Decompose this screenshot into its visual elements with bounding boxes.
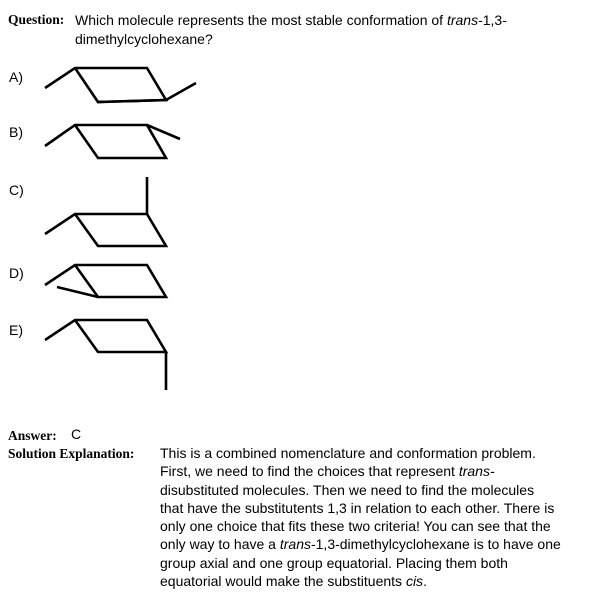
solution-text-part: -1,3-dimethylcyclohexane is to have one [310,536,561,553]
option-a-label: A) [9,69,23,85]
answer-value: C [71,426,82,442]
solution-text [160,444,592,590]
option-c-label: C) [9,182,24,198]
question-text-italic: trans [446,12,479,28]
solution-text-part: First, we need to find the choices that represent [160,463,459,480]
solution-line [160,535,592,553]
answer-label: Answer: [8,428,57,443]
solution-line: only one choice that fits these two criteria! You can see that the [160,518,551,535]
solution-line: group axial and one group equatorial. Placing them both [160,554,508,571]
option-b-label: B) [9,124,23,140]
solution-line: This is a combined nomenclature and conformation problem. [160,445,536,461]
solution-line: that have the substitutents 1,3 in relation to each other. There is [160,499,555,516]
solution-text-part: only way to have a [160,536,280,553]
solution-text-part: . [423,573,427,590]
question-text-part: -1,3- [478,12,507,28]
solution-text-part: equatorial would make the substituents [160,573,406,590]
question-text-part: Which molecule represents the most stable conformation of [75,12,447,28]
solution-text-italic: trans [279,536,311,553]
question-text-line2: dimethylcyclohexane? [75,31,213,47]
solution-line: disubstituted molecules. Then we need to find the molecules [160,481,535,498]
solution-line [160,572,592,590]
solution-label: Solution Explanation: [8,446,135,461]
option-e-label: E) [9,322,23,338]
question-label: Question: [8,12,65,27]
solution-text-italic: cis [405,573,424,590]
option-d-label: D) [9,265,24,281]
solution-line [160,462,592,480]
solution-text-italic: trans- [458,463,495,480]
